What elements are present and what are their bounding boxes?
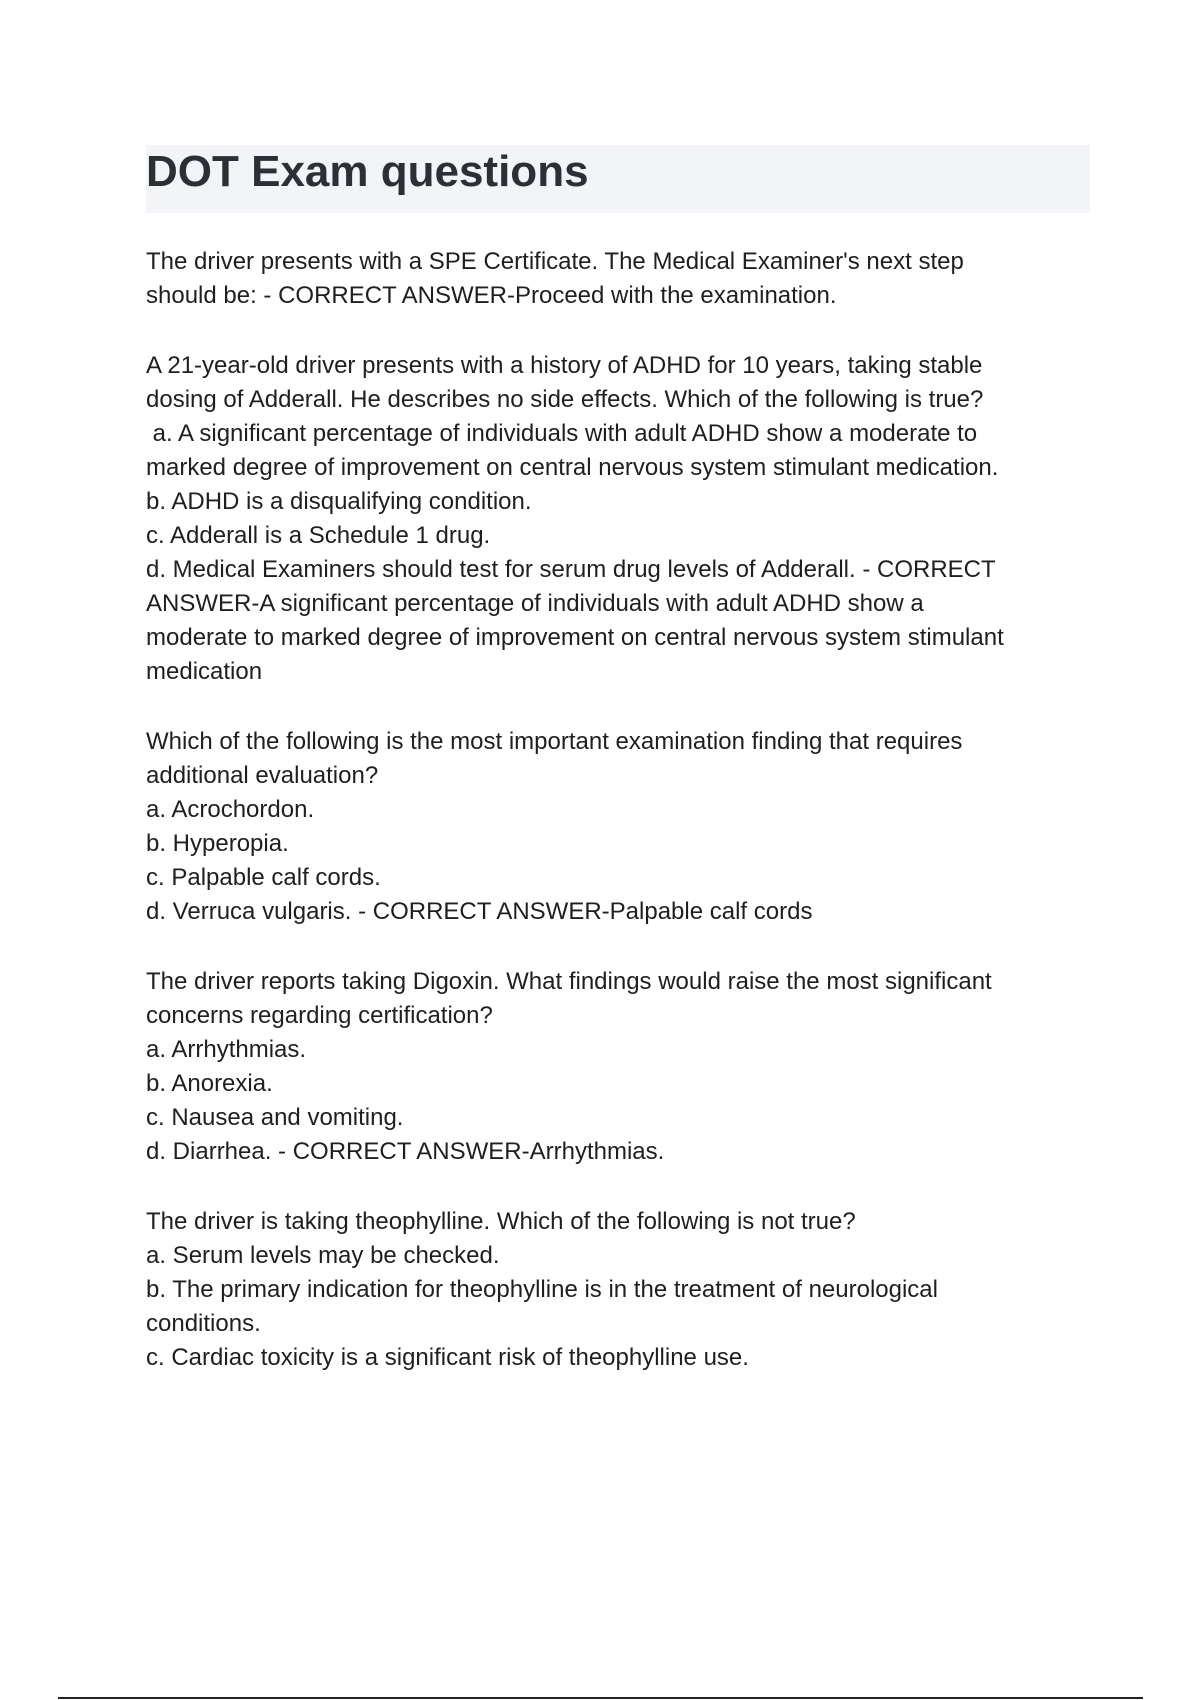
question-line: a. Acrochordon.: [146, 796, 315, 823]
question-line: a. A significant percentage of individuals with adult ADHD show a moderate to: [146, 420, 978, 447]
question-block: [146, 1205, 1086, 1375]
question-line: d. Verruca vulgaris. - CORRECT ANSWER-Palpable calf cords: [146, 898, 813, 925]
question-line: The driver reports taking Digoxin. What findings would raise the most significant: [146, 968, 992, 995]
question-block: [146, 245, 1086, 313]
question-line: The driver presents with a SPE Certificate. The Medical Examiner's next step: [146, 248, 964, 275]
question-line: b. Hyperopia.: [146, 830, 289, 857]
question-line: dosing of Adderall. He describes no side effects. Which of the following is true?: [146, 386, 984, 413]
question-line: d. Diarrhea. - CORRECT ANSWER-Arrhythmias.: [146, 1138, 665, 1165]
question-line: additional evaluation?: [146, 762, 379, 789]
question-line: concerns regarding certification?: [146, 1002, 493, 1029]
question-line: should be: - CORRECT ANSWER-Proceed with the examination.: [146, 282, 837, 309]
question-line: c. Cardiac toxicity is a significant risk of theophylline use.: [146, 1344, 749, 1371]
questions-container: [146, 245, 1086, 1411]
question-line: c. Nausea and vomiting.: [146, 1104, 404, 1131]
question-line: medication: [146, 658, 263, 685]
question-line: b. The primary indication for theophylline is in the treatment of neurological: [146, 1276, 938, 1303]
question-block: [146, 725, 1086, 929]
question-line: c. Palpable calf cords.: [146, 864, 381, 891]
question-line: c. Adderall is a Schedule 1 drug.: [146, 522, 491, 549]
question-block: [146, 349, 1086, 689]
question-line: conditions.: [146, 1310, 261, 1337]
question-line: marked degree of improvement on central nervous system stimulant medication.: [146, 454, 999, 481]
question-line: b. Anorexia.: [146, 1070, 273, 1097]
question-line: b. ADHD is a disqualifying condition.: [146, 488, 532, 515]
question-line: moderate to marked degree of improvement on central nervous system stimulant: [146, 624, 1004, 651]
question-line: The driver is taking theophylline. Which of the following is not true?: [146, 1208, 856, 1235]
question-line: A 21-year-old driver presents with a history of ADHD for 10 years, taking stable: [146, 352, 983, 379]
question-line: Which of the following is the most important examination finding that requires: [146, 728, 963, 755]
question-block: [146, 965, 1086, 1169]
page-bottom-divider: [58, 1697, 1143, 1699]
question-line: d. Medical Examiners should test for serum drug levels of Adderall. - CORRECT: [146, 556, 996, 583]
question-line: a. Arrhythmias.: [146, 1036, 307, 1063]
page-title: DOT Exam questions: [146, 147, 589, 196]
question-line: a. Serum levels may be checked.: [146, 1242, 500, 1269]
question-line: ANSWER-A significant percentage of individuals with adult ADHD show a: [146, 590, 924, 617]
